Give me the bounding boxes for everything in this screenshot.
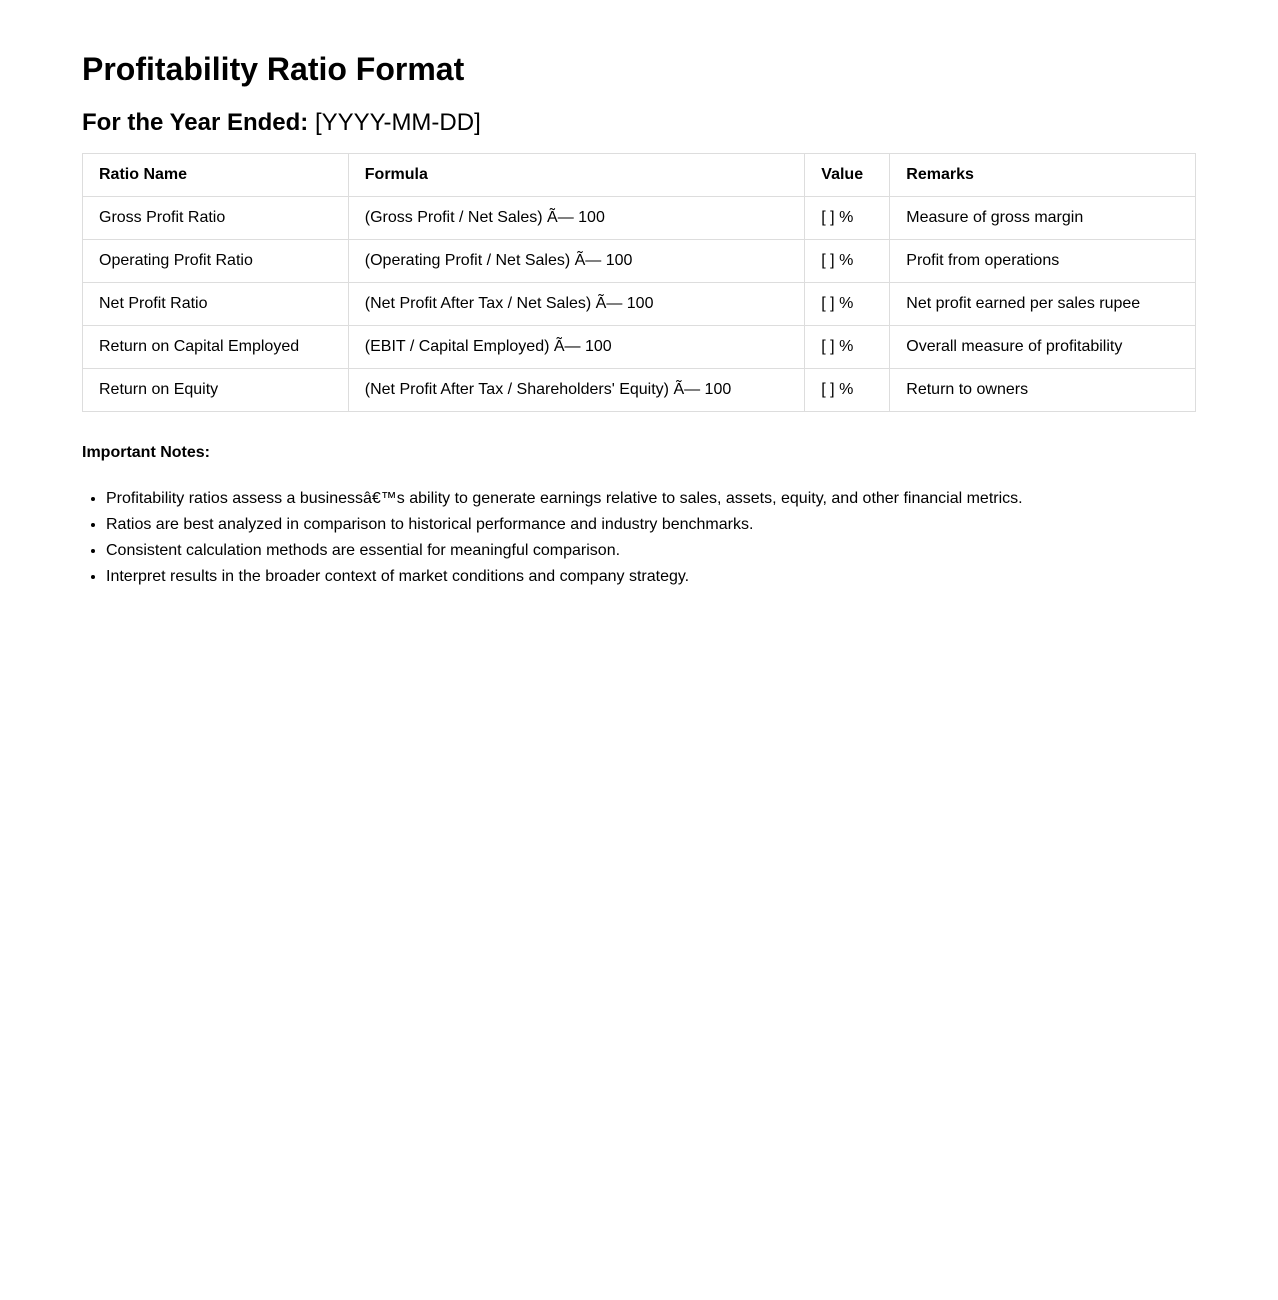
table-row bbox=[83, 326, 1196, 369]
header-formula: Formula bbox=[348, 154, 805, 197]
value-cell: [ ] % bbox=[805, 283, 890, 326]
table-row bbox=[83, 197, 1196, 240]
remarks-cell: Return to owners bbox=[890, 369, 1196, 412]
remarks-cell: Measure of gross margin bbox=[890, 197, 1196, 240]
list-item: • Profitability ratios assess a businessâ€™s ability to generate earnings relative to sales, assets, equity, and other financial metrics. bbox=[106, 486, 1196, 512]
header-remarks: Remarks bbox=[890, 154, 1196, 197]
ratio-name-cell: Return on Capital Employed bbox=[83, 326, 349, 369]
value-cell: [ ] % bbox=[805, 369, 890, 412]
table-row bbox=[83, 369, 1196, 412]
value-cell: [ ] % bbox=[805, 240, 890, 283]
ratio-table bbox=[82, 153, 1196, 412]
list-item: • Ratios are best analyzed in comparison to historical performance and industry benchmarks. bbox=[106, 512, 1196, 538]
value-cell: [ ] % bbox=[805, 197, 890, 240]
notes-heading: Important Notes: bbox=[82, 444, 210, 461]
remarks-cell: Overall measure of profitability bbox=[890, 326, 1196, 369]
remarks-cell: Profit from operations bbox=[890, 240, 1196, 283]
formula-cell: (Net Profit After Tax / Net Sales) Ã— 100 bbox=[348, 283, 805, 326]
document-page bbox=[0, 0, 1278, 590]
remarks-cell: Net profit earned per sales rupee bbox=[890, 283, 1196, 326]
list-item: • Consistent calculation methods are essential for meaningful comparison. bbox=[106, 538, 1196, 564]
header-ratio-name: Ratio Name bbox=[83, 154, 349, 197]
ratio-name-cell: Gross Profit Ratio bbox=[83, 197, 349, 240]
value-cell: [ ] % bbox=[805, 326, 890, 369]
table-row bbox=[83, 283, 1196, 326]
ratio-name-cell: Operating Profit Ratio bbox=[83, 240, 349, 283]
year-ended-label: For the Year Ended: bbox=[82, 109, 309, 136]
notes-list bbox=[82, 486, 1196, 590]
year-ended-value: [YYYY-MM-DD] bbox=[314, 109, 481, 136]
page-title: Profitability Ratio Format bbox=[82, 51, 465, 87]
formula-cell: (Gross Profit / Net Sales) Ã— 100 bbox=[348, 197, 805, 240]
formula-cell: (EBIT / Capital Employed) Ã— 100 bbox=[348, 326, 805, 369]
ratio-name-cell: Net Profit Ratio bbox=[83, 283, 349, 326]
formula-cell: (Operating Profit / Net Sales) Ã— 100 bbox=[348, 240, 805, 283]
header-value: Value bbox=[805, 154, 890, 197]
year-ended-line bbox=[82, 109, 1196, 137]
table-row bbox=[83, 240, 1196, 283]
list-item: • Interpret results in the broader context of market conditions and company strategy. bbox=[106, 564, 1196, 590]
ratio-name-cell: Return on Equity bbox=[83, 369, 349, 412]
table-header-row bbox=[83, 154, 1196, 197]
formula-cell: (Net Profit After Tax / Shareholders' Equity) Ã— 100 bbox=[348, 369, 805, 412]
